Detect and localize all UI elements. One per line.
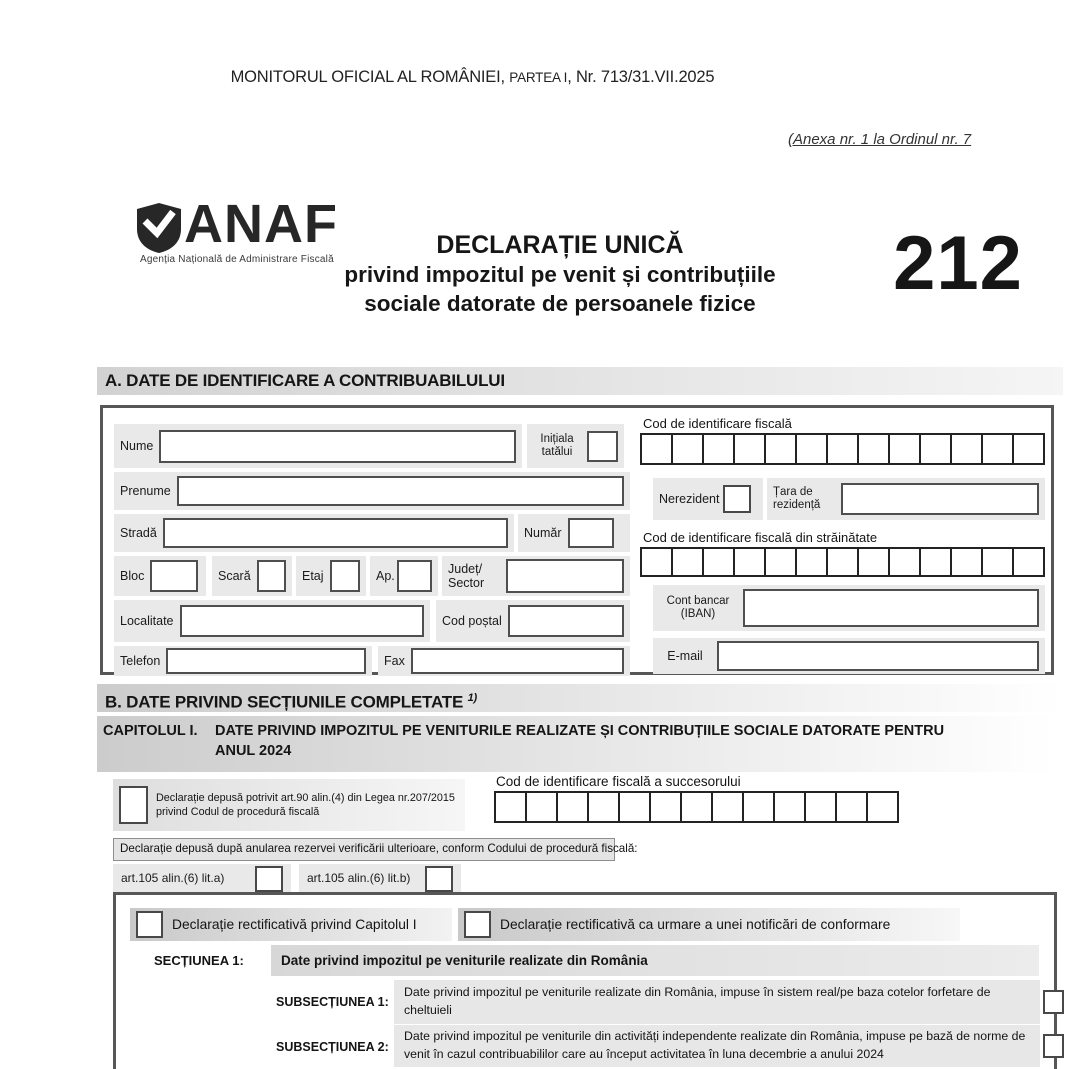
rectificativa-notificare-checkbox[interactable]: [464, 911, 491, 938]
telefon-input[interactable]: [166, 648, 366, 674]
cif-succesor-grid: [494, 791, 899, 823]
field-scara: [212, 556, 292, 596]
chapter1-box: [113, 892, 1057, 1069]
art90-declaration: [113, 779, 465, 831]
strada-label: Stradă: [120, 526, 157, 540]
digit-cell[interactable]: [618, 791, 651, 823]
digit-cell[interactable]: [866, 791, 899, 823]
art105b-label: art.105 alin.(6) lit.b): [307, 871, 411, 886]
judet-label: Județ/ Sector: [448, 562, 485, 590]
nerezident-checkbox[interactable]: [723, 485, 751, 513]
subsectiunea2-checkbox[interactable]: [1043, 1034, 1064, 1058]
prenume-label: Prenume: [120, 484, 171, 498]
rectificativa-label: Declarație rectificativă privind Capitolul I: [172, 917, 417, 932]
form-title: [330, 230, 790, 318]
digit-cell[interactable]: [711, 791, 744, 823]
numar-label: Număr: [524, 526, 562, 540]
field-strada: [114, 514, 514, 552]
field-localitate: [114, 600, 430, 642]
digit-cell[interactable]: [773, 791, 806, 823]
scara-input[interactable]: [257, 560, 286, 592]
digit-cell[interactable]: [733, 547, 766, 577]
form-title-line3: sociale datorate de persoanele fizice: [364, 291, 756, 316]
field-numar: [518, 514, 630, 552]
digit-cell[interactable]: [857, 433, 890, 465]
subsectiunea2-text: Date privind impozitul pe veniturile din activități independente realizate din România, impuse pe bază de norme de venit în cazul contribuabililor care au început activitatea în luna decembrie a anului 2024: [394, 1025, 1040, 1067]
digit-cell[interactable]: [671, 433, 704, 465]
field-nume: [114, 424, 522, 468]
ap-input[interactable]: [397, 560, 432, 592]
digit-cell[interactable]: [640, 547, 673, 577]
chapter1-title-line1: DATE PRIVIND IMPOZITUL PE VENITURILE REALIZATE ȘI CONTRIBUȚIILE SOCIALE DATORATE PENTRU: [215, 723, 945, 739]
sectiunea1-title: Date privind impozitul pe veniturile realizate din România: [271, 945, 1039, 976]
art105b-field: [299, 864, 461, 894]
field-telefon: [114, 646, 372, 676]
digit-cell[interactable]: [671, 547, 704, 577]
art90-checkbox[interactable]: [119, 786, 148, 824]
annex-note: (Anexa nr. 1 la Ordinul nr. 7: [788, 131, 972, 148]
fax-input[interactable]: [411, 648, 624, 674]
digit-cell[interactable]: [649, 791, 682, 823]
iban-input[interactable]: [743, 589, 1039, 627]
subsectiunea1-checkbox[interactable]: [1043, 990, 1064, 1014]
email-label: E-mail: [667, 649, 703, 663]
nume-input[interactable]: [159, 430, 516, 463]
strada-input[interactable]: [163, 518, 508, 548]
masthead-title: MONITORUL OFICIAL AL ROMÂNIEI,: [230, 68, 505, 86]
field-cod-postal: [436, 600, 630, 642]
masthead-part: PARTEA I: [509, 70, 568, 85]
etaj-input[interactable]: [330, 560, 360, 592]
rectificativa-notificare-label: Declarație rectificativă ca urmare a unei notificări de conformare: [500, 917, 891, 932]
digit-cell[interactable]: [556, 791, 589, 823]
nerezident-label: Nerezident: [659, 492, 720, 506]
prenume-input[interactable]: [177, 476, 624, 506]
cif-strainatate-label: Cod de identificare fiscală din străinătate: [643, 530, 878, 545]
initiala-input[interactable]: [587, 431, 618, 462]
chapter1-label: CAPITOLUL I.: [103, 723, 198, 739]
sectiunea1-label: SECȚIUNEA 1:: [154, 953, 244, 968]
form-title-line1: DECLARAȚIE UNICĂ: [436, 231, 684, 259]
digit-cell[interactable]: [826, 433, 859, 465]
fax-label: Fax: [384, 654, 405, 668]
section-b-footnote-ref: 1): [467, 692, 478, 704]
art105a-label: art.105 alin.(6) lit.a): [121, 871, 225, 886]
tara-label: Țara de rezidență: [773, 486, 821, 511]
chapter1-heading: [97, 716, 1055, 772]
digit-cell[interactable]: [587, 791, 620, 823]
tara-input[interactable]: [841, 483, 1039, 515]
subsectiunea2-label: SUBSECȚIUNEA 2:: [276, 1040, 389, 1054]
bloc-label: Bloc: [120, 569, 145, 583]
digit-cell[interactable]: [804, 791, 837, 823]
field-judet: [442, 556, 630, 596]
field-bloc: [114, 556, 206, 596]
masthead: [0, 68, 945, 87]
section-b-heading: [97, 684, 1063, 712]
initiala-label: Inițiala tatălui: [540, 433, 574, 458]
art105a-field: [113, 864, 291, 894]
anaf-wordmark: ANAF: [184, 194, 338, 254]
digit-cell[interactable]: [919, 547, 952, 577]
rectificativa-field: [130, 908, 452, 941]
field-initiala: [527, 424, 624, 468]
field-etaj: [296, 556, 366, 596]
field-tara: [767, 478, 1045, 520]
cif-label: Cod de identificare fiscală: [643, 416, 792, 431]
digit-cell[interactable]: [795, 547, 828, 577]
anaf-shield-icon: [136, 202, 182, 254]
digit-cell[interactable]: [764, 433, 797, 465]
localitate-label: Localitate: [120, 614, 174, 628]
field-email: [653, 638, 1045, 674]
field-fax: [378, 646, 630, 676]
digit-cell[interactable]: [764, 547, 797, 577]
cod-postal-input[interactable]: [508, 605, 624, 637]
digit-cell[interactable]: [950, 547, 983, 577]
art105a-checkbox[interactable]: [255, 866, 283, 892]
section-b-title: B. DATE PRIVIND SECȚIUNILE COMPLETATE: [105, 692, 464, 712]
rectificativa-notificare-field: [458, 908, 960, 941]
email-input[interactable]: [717, 641, 1039, 671]
cod-postal-label: Cod poștal: [442, 614, 502, 628]
scara-label: Scară: [218, 569, 251, 583]
digit-cell[interactable]: [494, 791, 527, 823]
digit-cell[interactable]: [888, 433, 921, 465]
anaf-subtitle: Agenția Națională de Administrare Fiscală: [140, 254, 334, 265]
digit-cell[interactable]: [640, 433, 673, 465]
digit-cell[interactable]: [795, 433, 828, 465]
nume-label: Nume: [120, 439, 154, 453]
digit-cell[interactable]: [950, 433, 983, 465]
section-a-box: [100, 405, 1054, 675]
cont-bancar-label: Cont bancar (IBAN): [666, 595, 730, 620]
digit-cell[interactable]: [857, 547, 890, 577]
field-nerezident: [653, 478, 763, 520]
subsectiunea1-label: SUBSECȚIUNEA 1:: [276, 995, 389, 1009]
digit-cell[interactable]: [1012, 433, 1045, 465]
digit-cell[interactable]: [680, 791, 713, 823]
subsectiunea1-text: Date privind impozitul pe veniturile realizate din România, impuse în sistem real/pe baza cotelor forfetare de cheltuieli: [394, 980, 1040, 1024]
cif-succesor-label: Cod de identificare fiscală a succesorului: [496, 774, 741, 789]
digit-cell[interactable]: [835, 791, 868, 823]
art105b-checkbox[interactable]: [425, 866, 453, 892]
form-title-line2: privind impozitul pe venit și contribuțiile: [344, 262, 776, 287]
field-ap: [370, 556, 438, 596]
chapter1-title-line2: ANUL 2024: [215, 742, 292, 759]
masthead-number: , Nr. 713/31.VII.2025: [567, 68, 715, 86]
digit-cell[interactable]: [702, 433, 735, 465]
judet-input[interactable]: [506, 559, 624, 593]
digit-cell[interactable]: [733, 433, 766, 465]
cif-strainatate-grid: [640, 547, 1045, 577]
anulare-note: Declarație depusă după anularea rezervei verificării ulterioare, conform Codului de procedură fiscală:: [113, 838, 615, 861]
field-cont-bancar: [653, 585, 1045, 631]
chapter1-title: [215, 722, 944, 761]
form-number: 212: [893, 221, 1023, 306]
ap-label: Ap.: [376, 569, 395, 583]
digit-cell[interactable]: [742, 791, 775, 823]
digit-cell[interactable]: [1012, 547, 1045, 577]
digit-cell[interactable]: [826, 547, 859, 577]
digit-cell[interactable]: [981, 433, 1014, 465]
digit-cell[interactable]: [888, 547, 921, 577]
telefon-label: Telefon: [120, 654, 161, 668]
section-a-heading: A. DATE DE IDENTIFICARE A CONTRIBUABILULUI: [97, 367, 1063, 395]
localitate-input[interactable]: [180, 605, 424, 637]
bloc-input[interactable]: [150, 560, 198, 592]
art90-label: Declarație depusă potrivit art.90 alin.(4) din Legea nr.207/2015 privind Codul de procedură fiscală: [156, 791, 455, 818]
digit-cell[interactable]: [702, 547, 735, 577]
digit-cell[interactable]: [919, 433, 952, 465]
digit-cell[interactable]: [981, 547, 1014, 577]
numar-input[interactable]: [568, 518, 614, 548]
field-prenume: [114, 472, 630, 510]
rectificativa-checkbox[interactable]: [136, 911, 163, 938]
cif-grid: [640, 433, 1045, 465]
digit-cell[interactable]: [525, 791, 558, 823]
etaj-label: Etaj: [302, 569, 324, 583]
